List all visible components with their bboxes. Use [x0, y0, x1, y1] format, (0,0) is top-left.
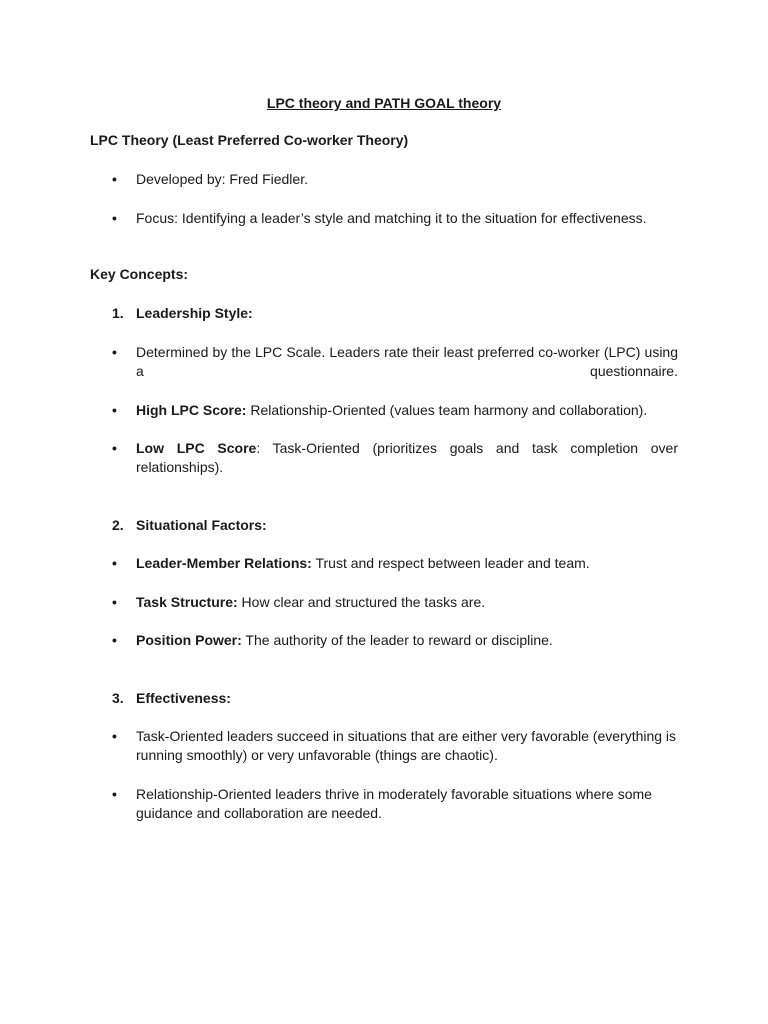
- bullet-icon: •: [112, 171, 117, 187]
- bullet-text: [136, 593, 678, 612]
- bullet-text: Relationship-Oriented leaders thrive in moderately favorable situations where some guidance and collaboration are needed.: [136, 786, 652, 821]
- list-item-low-lpc: [112, 439, 678, 496]
- bullet-icon: •: [112, 632, 117, 648]
- list-item-developed-by: [112, 170, 678, 189]
- bullet-body: Trust and respect between leader and team.: [311, 555, 590, 571]
- bullet-body: How clear and structured the tasks are.: [237, 594, 486, 610]
- bullet-text: Determined by the LPC Scale. Leaders rate their least preferred co-worker (LPC) using a questionnaire.: [136, 344, 678, 379]
- list-number: 2.: [112, 517, 124, 533]
- bullet-bold-label: Task Structure:: [136, 594, 238, 610]
- list-item-relationship-oriented: [112, 785, 678, 823]
- list-item-leader-member: [112, 554, 678, 573]
- bullet-body: The authority of the leader to reward or discipline.: [241, 632, 553, 648]
- bullet-text: Developed by: Fred Fiedler.: [136, 171, 308, 187]
- numbered-heading-text: Situational Factors:: [136, 517, 267, 533]
- bullet-text: [136, 554, 678, 573]
- numbered-heading-leadership-style: [112, 304, 253, 322]
- bullet-text: [136, 401, 678, 420]
- bullet-text: [136, 631, 678, 650]
- bullet-body: : Task-Oriented (prioritizes goals and task completion over relationships).: [136, 440, 679, 475]
- list-item-lpc-scale: [112, 343, 678, 400]
- numbered-heading-text: Effectiveness:: [136, 690, 231, 706]
- bullet-icon: •: [112, 786, 117, 802]
- list-item-focus: [112, 209, 678, 228]
- list-number: 1.: [112, 305, 124, 321]
- bullet-icon: •: [112, 555, 117, 571]
- bullet-text: [136, 439, 678, 496]
- list-number: 3.: [112, 690, 124, 706]
- list-item-position-power: [112, 631, 678, 650]
- bullet-bold-label: Low LPC Score: [136, 440, 257, 456]
- list-item-task-oriented: [112, 727, 678, 765]
- bullet-bold-label: Position Power:: [136, 632, 242, 648]
- numbered-heading-situational-factors: [112, 516, 267, 534]
- numbered-heading-effectiveness: [112, 689, 231, 707]
- list-item-task-structure: [112, 593, 678, 612]
- bullet-icon: •: [112, 344, 117, 360]
- bullet-text: Task-Oriented leaders succeed in situations that are either very favorable (everything is running smoothly) or very unfavorable (things are chaotic).: [136, 728, 677, 763]
- bullet-body: Relationship-Oriented (values team harmony and collaboration).: [246, 402, 648, 418]
- bullet-icon: •: [112, 402, 117, 418]
- bullet-icon: •: [112, 440, 117, 456]
- bullet-icon: •: [112, 728, 117, 744]
- document-title: LPC theory and PATH GOAL theory: [266, 95, 502, 111]
- bullet-text: Focus: Identifying a leader’s style and matching it to the situation for effectiveness.: [136, 210, 647, 226]
- numbered-heading-text: Leadership Style:: [136, 305, 253, 321]
- key-concepts-heading: Key Concepts:: [90, 266, 189, 282]
- bullet-bold-label: Leader-Member Relations:: [136, 555, 312, 571]
- list-item-high-lpc: [112, 401, 678, 420]
- lpc-theory-heading: LPC Theory (Least Preferred Co-worker Theory): [90, 132, 409, 148]
- bullet-bold-label: High LPC Score:: [136, 402, 247, 418]
- bullet-icon: •: [112, 210, 117, 226]
- bullet-icon: •: [112, 594, 117, 610]
